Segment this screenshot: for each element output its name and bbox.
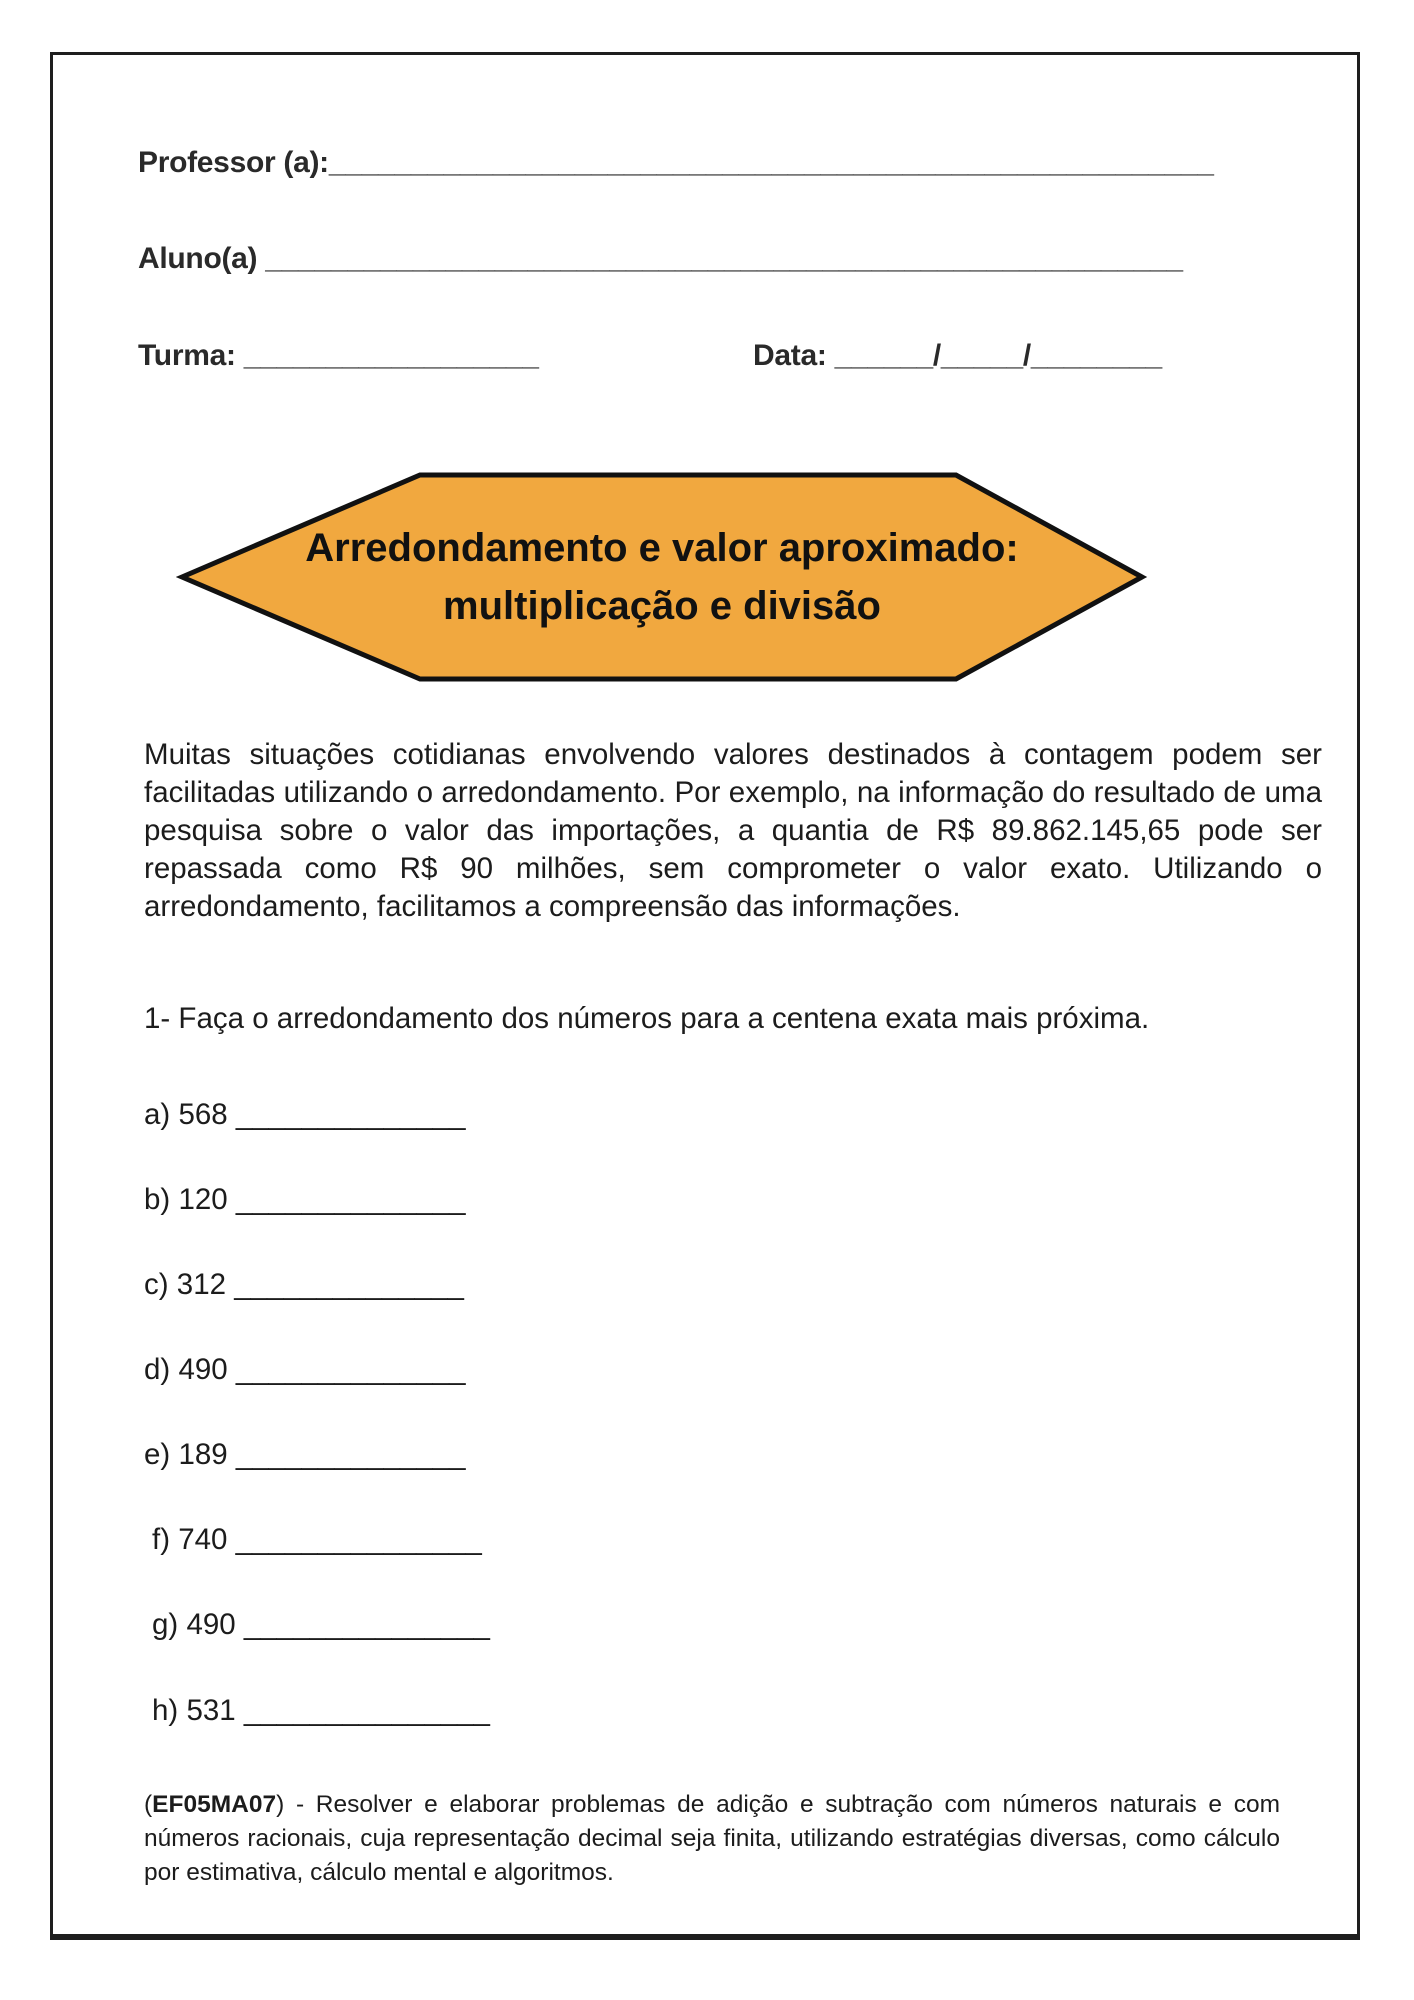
item-label: a) (144, 1098, 179, 1131)
answer-blank-line: ______________ (227, 1353, 466, 1386)
professor-row (138, 146, 1214, 180)
exercise-item-e (144, 1438, 466, 1472)
item-label: c) (144, 1268, 177, 1301)
turma-blank-line: __________________ (243, 339, 539, 372)
aluno-blank-line: ________________________________________________________ (265, 242, 1183, 275)
exercise-item-f (152, 1523, 482, 1557)
item-value: 490 (186, 1608, 236, 1641)
data-label: Data: (753, 339, 835, 372)
data-blank-line: ______/_____/________ (834, 339, 1162, 372)
item-label: d) (144, 1353, 179, 1386)
item-value: 740 (178, 1523, 228, 1556)
item-label: e) (144, 1438, 179, 1471)
exercise-item-a (144, 1098, 466, 1132)
answer-blank-line: _______________ (235, 1694, 490, 1727)
intro-paragraph: Muitas situações cotidianas envolvendo valores destinados à contagem podem ser facilitadas utilizando o arredondamento. Por exemplo, na informação do resultado de uma pesquisa sobre o valor das importações, a quantia de R$ 89.862.145,65 pode ser repassada como R$ 90 milhões, sem comprometer o valor exato. Utilizando o arredondamento, facilitamos a compreensão das informações. (144, 738, 1322, 923)
exercise-1-title: 1- Faça o arredondamento dos números para a centena exata mais próxima. (144, 1002, 1150, 1035)
bncc-skill-note (144, 1788, 1280, 1890)
answer-blank-line: ______________ (227, 1183, 466, 1216)
answer-blank-line: _______________ (235, 1608, 490, 1641)
answer-blank-line: _______________ (227, 1523, 482, 1556)
item-label: g) (152, 1608, 187, 1641)
bncc-open-paren: ( (144, 1791, 153, 1818)
item-value: 189 (178, 1438, 228, 1471)
exercise-item-g (152, 1608, 490, 1642)
exercise-item-h (152, 1694, 490, 1728)
bncc-skill-code: EF05MA07 (152, 1791, 277, 1818)
worksheet-page-border (50, 52, 1360, 1940)
professor-label: Professor (a): (138, 146, 329, 179)
banner-title (176, 470, 1148, 684)
aluno-label: Aluno(a) (138, 242, 266, 275)
item-label: b) (144, 1183, 179, 1216)
turma-data-row (138, 339, 1298, 373)
bncc-skill-text: ) - Resolver e elaborar problemas de adição e subtração com números naturais e com números racionais, cuja representação decimal seja finita, utilizando estratégias diversas, como cálculo por estimativa, cálculo mental e algoritmos. (144, 1791, 1280, 1886)
answer-blank-line: ______________ (226, 1268, 464, 1301)
banner-title-line2: multiplicação e divisão (443, 584, 881, 628)
turma-label: Turma: (138, 339, 244, 372)
answer-blank-line: ______________ (227, 1098, 466, 1131)
aluno-row (138, 242, 1183, 276)
item-value: 490 (178, 1353, 228, 1386)
exercise-item-b (144, 1183, 466, 1217)
banner-title-line1: Arredondamento e valor aproximado: (305, 526, 1019, 570)
answer-blank-line: ______________ (227, 1438, 466, 1471)
exercise-item-d (144, 1353, 466, 1387)
item-value: 568 (178, 1098, 228, 1131)
data-group (753, 339, 1162, 373)
exercise-item-c (144, 1268, 464, 1302)
item-value: 120 (178, 1183, 228, 1216)
item-label: f) (152, 1523, 179, 1556)
item-value: 531 (186, 1694, 236, 1727)
professor-blank-line: ______________________________________________________ (328, 146, 1214, 179)
item-label: h) (152, 1694, 187, 1727)
title-banner (176, 470, 1148, 684)
item-value: 312 (176, 1268, 227, 1301)
